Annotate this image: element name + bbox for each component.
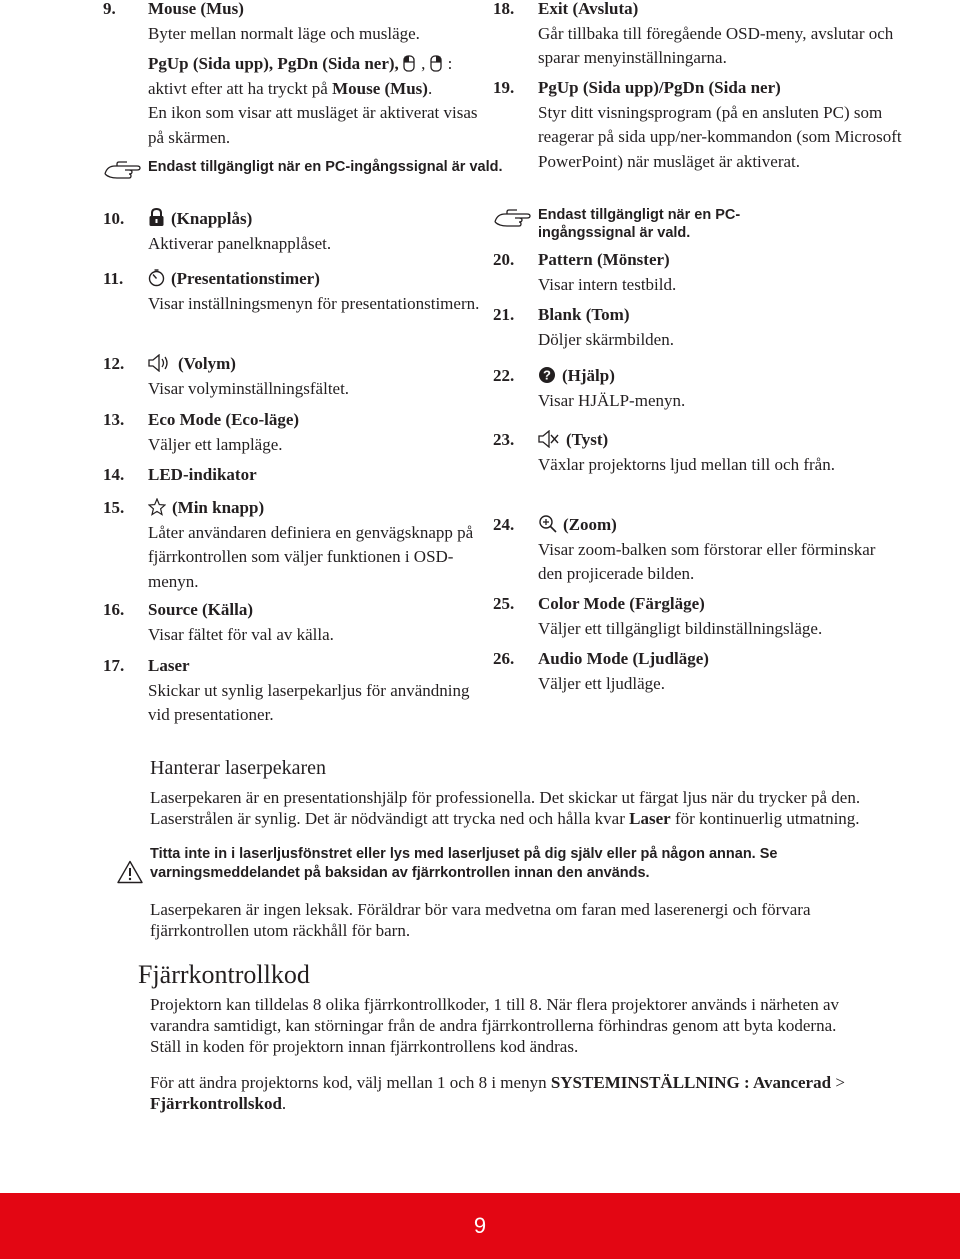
item-description: Visar zoom-balken som förstorar eller förminskar den projicerade bilden. xyxy=(538,539,876,583)
item-number: 15. xyxy=(103,498,125,517)
item-title: Audio Mode (Ljudläge) xyxy=(538,649,709,668)
mouse-label: Mouse (Mus) xyxy=(332,78,428,98)
laser-key-label: Laser xyxy=(629,809,671,828)
item-description: Skickar ut synlig laserpekarljus för användning vid presentationer. xyxy=(148,680,470,724)
item-25 xyxy=(493,592,960,641)
note-text: Endast tillgängligt när en PC-ingångssignal är vald. xyxy=(538,207,741,241)
item-9-extra2: En ikon som visar att musläget är aktiverat visas på skärmen. xyxy=(148,103,478,147)
item-number: 17. xyxy=(103,656,125,675)
item-number: 9. xyxy=(103,0,116,18)
item-number: 21. xyxy=(493,305,515,324)
star-icon xyxy=(148,498,166,516)
remote-code-paragraph-1: Projektorn kan tilldelas 8 olika fjärrkontrollkoder, 1 till 8. När flera projektorer används i närheten av varandra samtidigt, kan störningar från de andra fjärrkontrollerna förhindras genom att byta koderna. Ställ in koden för projektorn innan fjärrkontrollens kod ändras. xyxy=(150,995,840,1056)
item-number: 23. xyxy=(493,430,515,449)
item-description: Visar inställningsmenyn för presentationstimern. xyxy=(148,293,480,313)
item-number: 20. xyxy=(493,250,515,269)
item-9 xyxy=(103,0,493,150)
item-number: 14. xyxy=(103,465,125,484)
item-title: (Hjälp) xyxy=(562,366,615,385)
mute-icon xyxy=(538,430,560,448)
item-title: (Min knapp) xyxy=(172,498,265,517)
item-title: PgUp (Sida upp)/PgDn (Sida ner) xyxy=(538,78,781,97)
item-description: Låter användaren definiera en genvägsknapp på fjärrkontrollen som väljer funktionen i OSD-menyn. xyxy=(148,522,474,591)
colon-text: : xyxy=(447,54,453,73)
item-description: Visar volyminställningsfältet. xyxy=(148,378,350,398)
item-number: 10. xyxy=(103,209,125,228)
remote-code-p2-text: För att ändra projektorns kod, välj mellan 1 och 8 i menyn xyxy=(150,1073,547,1092)
hand-note-icon xyxy=(493,206,533,228)
item-description: Väljer ett lampläge. xyxy=(148,434,283,454)
item-title: Mouse (Mus) xyxy=(148,0,244,18)
speaker-icon xyxy=(148,354,172,372)
item-description: Visar intern testbild. xyxy=(538,274,677,294)
item-12 xyxy=(103,352,493,401)
item-17 xyxy=(103,654,493,728)
period-text: . xyxy=(281,1094,287,1113)
item-description: Byter mellan normalt läge och musläge. xyxy=(148,23,420,43)
laser-warning-text: Titta inte in i laserljusfönstret eller lys med laserljuset på dig själv eller på någon annan. Se varningsmeddelandet på baksidan av fjärrkontrollen innan den används. xyxy=(150,846,778,881)
item-14 xyxy=(103,463,493,488)
remote-code-paragraph-2 xyxy=(150,1072,870,1114)
item-15 xyxy=(103,496,493,594)
item-23 xyxy=(493,428,878,477)
menu-path-separator: > xyxy=(835,1073,845,1092)
pgup-pgdn-text: PgUp (Sida upp), PgDn (Sida ner), xyxy=(148,54,399,73)
note-pc-signal-2 xyxy=(493,206,818,242)
item-title: LED-indikator xyxy=(148,465,257,484)
item-number: 22. xyxy=(493,366,515,385)
laser-paragraph-2: Laserpekaren är ingen leksak. Föräldrar bör vara medvetna om faran med laserenergi och förvara fjärrkontrollen utom räckhåll för barn. xyxy=(150,900,811,940)
item-number: 16. xyxy=(103,600,125,619)
item-description: Visar fältet för val av källa. xyxy=(148,624,334,644)
item-title: Blank (Tom) xyxy=(538,305,630,324)
menu-item-label: Fjärrkontrollskod xyxy=(150,1094,282,1113)
left-column xyxy=(103,0,503,724)
item-22 xyxy=(493,364,918,413)
page-footer xyxy=(0,1193,960,1259)
item-16 xyxy=(103,598,493,647)
lock-icon xyxy=(148,208,165,227)
item-number: 26. xyxy=(493,649,515,668)
laser-paragraph-1 xyxy=(150,787,870,829)
item-title: (Volym) xyxy=(178,354,236,373)
item-13 xyxy=(103,408,493,457)
item-title: (Zoom) xyxy=(563,515,617,534)
mouse-right-icon xyxy=(430,55,442,72)
help-icon xyxy=(538,366,556,384)
item-description: Döljer skärmbilden. xyxy=(538,329,674,349)
item-number: 13. xyxy=(103,410,125,429)
item-title: (Knapplås) xyxy=(171,209,253,228)
item-number: 18. xyxy=(493,0,515,18)
item-title: Color Mode (Färgläge) xyxy=(538,594,705,613)
item-description: Väljer ett ljudläge. xyxy=(538,673,665,693)
remote-code-heading: Fjärrkontrollkod xyxy=(138,960,310,989)
timer-icon xyxy=(148,269,165,287)
item-number: 11. xyxy=(103,269,124,288)
svg-text:?: ? xyxy=(543,367,551,383)
item-description: Styr ditt visningsprogram (på en ansluten PC) som reagerar på sida upp/ner-kommandon (som Microsoft PowerPoint) när musläget är aktiverat. xyxy=(538,102,902,171)
laser-p1-text: Laserpekaren är en presentationshjälp för professionella. Det skickar ut färgat ljus när du trycker på den. Laserstrålen är synlig. Det är nödvändigt att trycka ned och hålla kvar xyxy=(150,788,861,828)
item-description: Växlar projektorns ljud mellan till och från. xyxy=(538,454,835,474)
item-description: Aktiverar panelknapplåset. xyxy=(148,233,332,253)
item-description: Väljer ett tillgängligt bildinställningsläge. xyxy=(538,618,823,638)
item-number: 25. xyxy=(493,594,515,613)
remote-code-section xyxy=(150,994,870,1114)
item-20 xyxy=(493,248,918,297)
note-pc-signal xyxy=(103,158,538,176)
item-number: 19. xyxy=(493,78,515,97)
item-title: Laser xyxy=(148,656,190,675)
item-number: 24. xyxy=(493,515,515,534)
note-text: Endast tillgängligt när en PC-ingångssignal är vald. xyxy=(148,159,503,175)
period-text: . xyxy=(427,78,433,98)
item-10 xyxy=(103,207,493,256)
page-number: 9 xyxy=(473,1213,487,1238)
laser-heading: Hanterar laserpekaren xyxy=(150,757,326,779)
item-9-extra xyxy=(148,52,493,101)
item-19 xyxy=(493,76,918,174)
item-number: 12. xyxy=(103,354,125,373)
menu-path-label: SYSTEMINSTÄLLNING : Avancerad xyxy=(550,1073,832,1092)
item-21 xyxy=(493,303,918,352)
item-title: (Presentationstimer) xyxy=(171,269,320,288)
item-11 xyxy=(103,267,493,316)
laser-section xyxy=(150,758,870,941)
item-26 xyxy=(493,647,938,696)
item-title: Eco Mode (Eco-läge) xyxy=(148,410,300,429)
item-title: Pattern (Mönster) xyxy=(538,250,670,269)
item-description: Går tillbaka till föregående OSD-meny, avslutar och sparar menyinställningarna. xyxy=(538,23,894,67)
item-description: Visar HJÄLP-menyn. xyxy=(538,390,686,410)
mouse-left-icon xyxy=(403,55,415,72)
zoom-icon xyxy=(538,514,557,533)
hand-note-icon xyxy=(103,158,143,180)
item-24 xyxy=(493,513,878,587)
item-title: Exit (Avsluta) xyxy=(538,0,639,18)
item-18 xyxy=(493,0,918,71)
item-title: Source (Källa) xyxy=(148,600,253,619)
comma-text: , xyxy=(421,54,426,73)
laser-p1-end: för kontinuerlig utmatning. xyxy=(674,809,860,828)
item-title: (Tyst) xyxy=(566,430,609,449)
pressed-text: aktivt efter att ha tryckt på xyxy=(148,78,328,98)
warning-icon xyxy=(117,860,143,884)
